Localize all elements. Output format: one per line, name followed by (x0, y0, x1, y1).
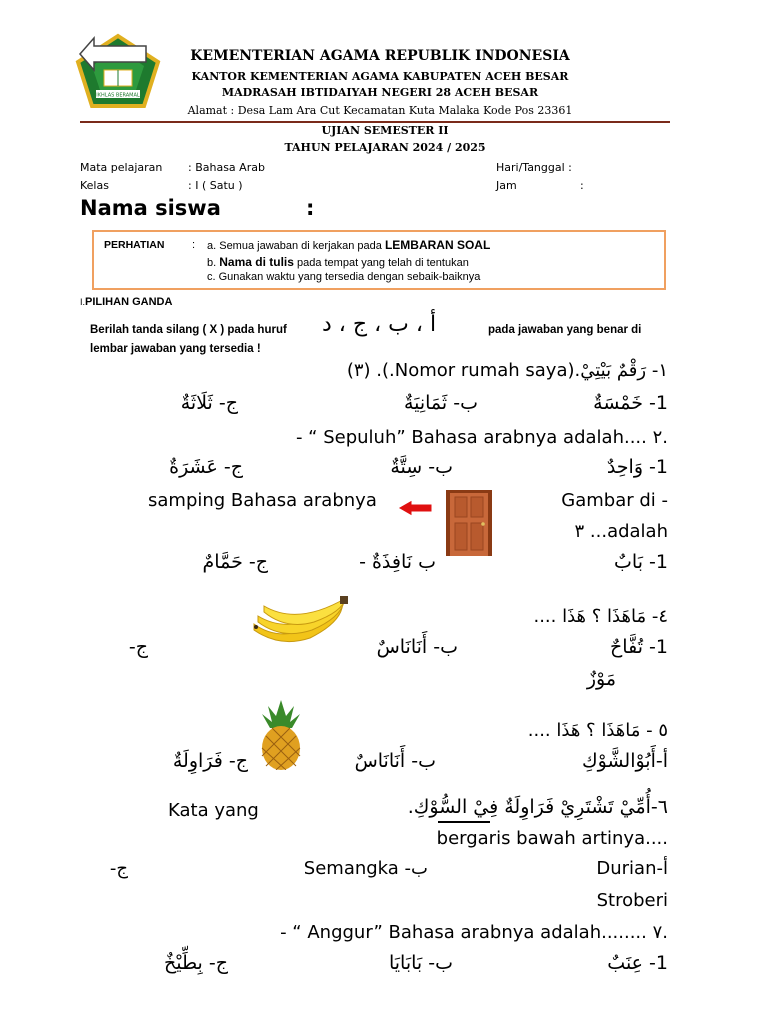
instruction-part2: pada jawaban yang benar di (488, 324, 642, 336)
question-4: ٤- مَاهَذَا ؟ هَذَا .... (533, 606, 668, 627)
q7-option-a: 1- عِنَبٌ (607, 952, 668, 974)
q2-option-a: 1- وَاحِدٌ (606, 456, 668, 478)
time-label: Jam (496, 179, 517, 192)
notice-item-b-text: pada tempat yang telah di tentukan (293, 257, 469, 269)
question-1: ١- رَقْمٌ بَيْتِيْ.(Nomor rumah saya.). (٣) (346, 360, 668, 381)
notice-colon: : (192, 239, 196, 251)
instruction-line2: lembar jawaban yang tersedia ! (90, 343, 261, 355)
q2-option-c: ج- عَشَرَةٌ (169, 456, 243, 478)
date-label: Hari/Tanggal : (496, 161, 572, 174)
notice-item-b-bold: Nama di tulis (219, 255, 294, 269)
question-6-latin: Kata yang (168, 800, 259, 821)
notice-item-b-prefix: b. (207, 257, 220, 269)
question-7: - “ Anggur” Bahasa arabnya adalah........ ٧. (280, 922, 668, 943)
subject-label: Mata pelajaran (80, 161, 163, 174)
q4-option-b: ب- أَنَانَاسٌ (376, 636, 458, 658)
academic-year: TAHUN PELAJARAN 2024 / 2025 (284, 141, 486, 154)
q6-option-a: Durian-أ (596, 858, 668, 879)
notice-item-a-text: a. Semua jawaban di kerjakan pada (207, 240, 385, 252)
q1-option-a: 1- خَمْسَةٌ (593, 392, 668, 414)
q3-option-c: ج- حَمَّامٌ (202, 551, 268, 573)
notice-item-a (207, 238, 490, 252)
q6-option-c: ج- (109, 858, 128, 879)
notice-item-b (207, 255, 469, 269)
question-6-arabic: ٦-أُمِّيْ تَشْتَرِيْ فَرَاوِلَةٌ فِيْ السُّوْكِ. (407, 796, 668, 818)
school-address: Alamat : Desa Lam Ara Cut Kecamatan Kuta Malaka Kode Pos 23361 (187, 104, 573, 117)
question-3-line2: ٣ ...adalah (574, 521, 668, 542)
student-name-label: Nama siswa (80, 196, 221, 220)
q1-option-b: ب- ثَمَانِيَةٌ (403, 392, 478, 414)
time-colon: : (580, 179, 584, 192)
underline-mark (438, 821, 490, 823)
instruction-letters (322, 312, 436, 337)
class-label: Kelas (80, 179, 109, 192)
q5-option-c: ج- فَرَاوِلَةٌ (172, 750, 248, 772)
notice-title: PERHATIAN (104, 239, 165, 251)
question-5: ٥ - مَاهَذَا ؟ هَذَا .... (527, 720, 668, 741)
q4-option-c: ج- (128, 636, 148, 658)
q4-option-c-cont: مَوْزٌ (586, 668, 616, 690)
instruction-part1: Berilah tanda silang ( X ) pada huruf (90, 324, 287, 336)
section-title (80, 296, 172, 308)
q3-option-a: 1- بَابٌ (614, 551, 668, 573)
subject-value: : Bahasa Arab (188, 161, 265, 174)
instruction-letters-text: أ ، ب ، ج ، د (322, 312, 437, 337)
exam-title: UJIAN SEMESTER II (321, 124, 449, 137)
question-3-line1-right: Gambar di - (561, 490, 668, 511)
arrow-left-icon (396, 498, 434, 522)
q4-option-a: 1- تُفَّاحٌ (610, 636, 668, 658)
q6-option-c-cont: Stroberi (596, 890, 668, 911)
q3-option-b: ب نَافِذَةٌ - (359, 551, 436, 573)
question-6-line2: bergaris bawah artinya.... (436, 828, 668, 849)
q6-option-b: Semangka -ب (303, 858, 428, 879)
q1-option-c: ج- ثَلَاثَةٌ (180, 392, 238, 414)
notice-item-c: c. Gunakan waktu yang tersedia dengan sebaik-baiknya (207, 271, 481, 283)
banana-image (250, 594, 350, 650)
q7-option-c: ج- بِطِّيْخٌ (163, 952, 228, 974)
door-image (446, 490, 492, 560)
office-title: KANTOR KEMENTERIAN AGAMA KABUPATEN ACEH BESAR (191, 70, 569, 83)
q7-option-b: ب- بَابَايَا (388, 952, 453, 974)
student-name-colon: : (306, 196, 315, 220)
q5-option-a: أ-أَبُوْالشَّوْكِ (581, 750, 668, 772)
section-title-text: PILIHAN GANDA (85, 296, 173, 308)
pineapple-image (256, 700, 306, 774)
school-logo-icon (74, 32, 162, 110)
q2-option-b: ب- سِتَّةٌ (390, 456, 453, 478)
notice-box (92, 230, 666, 290)
class-value: : I ( Satu ) (188, 179, 243, 192)
ministry-title: KEMENTERIAN AGAMA REPUBLIK INDONESIA (190, 48, 570, 64)
question-2: - “ Sepuluh” Bahasa arabnya adalah.... ٢. (295, 427, 668, 448)
question-3-line1-left: samping Bahasa arabnya (148, 490, 377, 511)
section-roman: I. (80, 297, 86, 307)
header-divider (80, 121, 670, 123)
notice-item-a-bold: LEMBARAN SOAL (384, 238, 491, 252)
logo-text: IKHLAS BERAMAL (96, 92, 140, 99)
q5-option-b: ب- أَنَانَاسٌ (354, 750, 436, 772)
school-title: MADRASAH IBTIDAIYAH NEGERI 28 ACEH BESAR (221, 86, 539, 99)
